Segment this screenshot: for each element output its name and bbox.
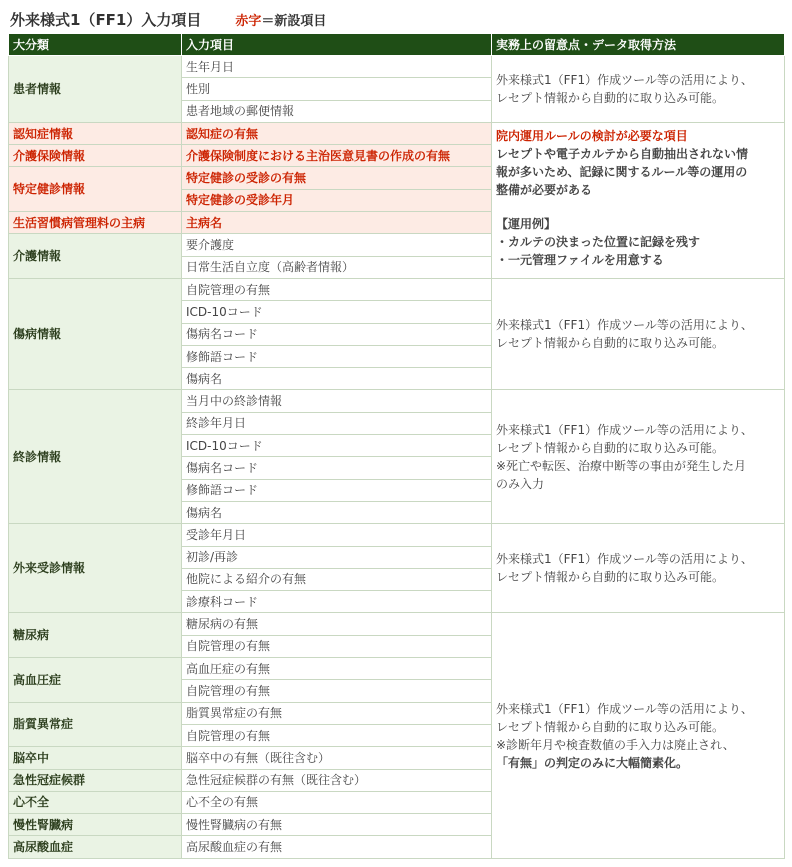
title-row bbox=[10, 6, 326, 32]
note-line: レセプト情報から自動的に取り込み可能。 bbox=[496, 719, 725, 734]
note-line: レセプト情報から自動的に取り込み可能。 bbox=[496, 90, 725, 105]
category-cell: 傷病情報 bbox=[9, 278, 182, 389]
category-cell: 外来受診情報 bbox=[9, 524, 182, 613]
note-line: レセプト情報から自動的に取り込み可能。 bbox=[496, 336, 725, 351]
item-cell: 診療科コード bbox=[182, 591, 492, 613]
note-line: レセプトや電子カルテから自動抽出されない情 bbox=[496, 146, 749, 161]
category-cell: 糖尿病 bbox=[9, 613, 182, 658]
table-row bbox=[9, 613, 785, 635]
legend-red-label: 赤字 bbox=[235, 13, 262, 29]
note-example-title: 【運用例】 bbox=[496, 216, 557, 231]
item-cell: 患者地域の郵便情報 bbox=[182, 100, 492, 122]
note-visit bbox=[492, 524, 785, 613]
table-row bbox=[9, 390, 785, 412]
category-cell: 終診情報 bbox=[9, 390, 182, 524]
table-row bbox=[9, 278, 785, 300]
note-line: レセプト情報から自動的に取り込み可能。 bbox=[496, 440, 725, 455]
note-disease bbox=[492, 278, 785, 389]
item-cell: 終診年月日 bbox=[182, 412, 492, 434]
note-emphasis: 「有無」 bbox=[496, 755, 545, 770]
item-cell: 当月中の終診情報 bbox=[182, 390, 492, 412]
category-cell: 介護保険情報 bbox=[9, 145, 182, 167]
item-cell: 傷病名コード bbox=[182, 323, 492, 345]
note-line: 外来様式1（FF1）作成ツール等の活用により、 bbox=[496, 318, 753, 333]
item-cell: 自院管理の有無 bbox=[182, 278, 492, 300]
page-title: 外来様式1（FF1）入力項目 bbox=[10, 10, 202, 29]
note-line: レセプト情報から自動的に取り込み可能。 bbox=[496, 570, 725, 585]
note-line: 外来様式1（FF1）作成ツール等の活用により、 bbox=[496, 422, 753, 437]
item-cell: 糖尿病の有無 bbox=[182, 613, 492, 635]
header-notes: 実務上の留意点・データ取得方法 bbox=[492, 34, 785, 56]
note-line: 整備が必要がある bbox=[496, 182, 593, 197]
note-patient bbox=[492, 56, 785, 123]
legend-rest: ＝新設項目 bbox=[261, 13, 327, 29]
note-line: ※診断年月や検査数値の手入力は廃止され、 bbox=[496, 737, 735, 752]
item-cell: 自院管理の有無 bbox=[182, 635, 492, 657]
item-cell: 他院による紹介の有無 bbox=[182, 568, 492, 590]
table-row bbox=[9, 56, 785, 78]
item-cell: 自院管理の有無 bbox=[182, 680, 492, 702]
item-cell: 傷病名 bbox=[182, 501, 492, 523]
category-cell: 脂質異常症 bbox=[9, 702, 182, 747]
category-cell: 高血圧症 bbox=[9, 658, 182, 703]
item-cell: 特定健診の受診年月 bbox=[182, 189, 492, 211]
item-cell: 認知症の有無 bbox=[182, 122, 492, 144]
ff1-items-table bbox=[8, 33, 785, 859]
item-cell: 生年月日 bbox=[182, 56, 492, 78]
note-emphasis-tail: の判定のみに大幅簡素化。 bbox=[544, 755, 689, 770]
table-header-row bbox=[9, 34, 785, 56]
category-cell: 介護情報 bbox=[9, 234, 182, 279]
table-row bbox=[9, 524, 785, 546]
item-cell: 脂質異常症の有無 bbox=[182, 702, 492, 724]
item-cell: 初診/再診 bbox=[182, 546, 492, 568]
note-line: 外来様式1（FF1）作成ツール等の活用により、 bbox=[496, 552, 753, 567]
category-cell: 患者情報 bbox=[9, 56, 182, 123]
note-example: ・カルテの決まった位置に記録を残す bbox=[496, 234, 701, 249]
item-cell: 日常生活自立度（高齢者情報） bbox=[182, 256, 492, 278]
note-line: 外来様式1（FF1）作成ツール等の活用により、 bbox=[496, 701, 753, 716]
note-chronic bbox=[492, 613, 785, 858]
item-cell: ICD-10コード bbox=[182, 301, 492, 323]
category-cell: 心不全 bbox=[9, 791, 182, 813]
note-line: 外来様式1（FF1）作成ツール等の活用により、 bbox=[496, 72, 753, 87]
item-cell: 慢性腎臓病の有無 bbox=[182, 814, 492, 836]
category-cell: 特定健診情報 bbox=[9, 167, 182, 212]
item-cell: 主病名 bbox=[182, 212, 492, 234]
note-line: 報が多いため、記録に関するルール等の運用の bbox=[496, 164, 748, 179]
note-new-items bbox=[492, 122, 785, 278]
category-cell: 高尿酸血症 bbox=[9, 836, 182, 858]
item-cell: 脳卒中の有無（既往含む） bbox=[182, 747, 492, 769]
note-line: のみ入力 bbox=[496, 476, 545, 491]
note-new-heading: 院内運用ルールの検討が必要な項目 bbox=[496, 128, 688, 143]
item-cell: 特定健診の受診の有無 bbox=[182, 167, 492, 189]
item-cell: 要介護度 bbox=[182, 234, 492, 256]
item-cell: ICD-10コード bbox=[182, 435, 492, 457]
category-cell: 慢性腎臓病 bbox=[9, 814, 182, 836]
new-item-legend bbox=[235, 10, 326, 29]
item-cell: 修飾語コード bbox=[182, 345, 492, 367]
item-cell: 高血圧症の有無 bbox=[182, 658, 492, 680]
table-row bbox=[9, 122, 785, 144]
header-item: 入力項目 bbox=[182, 34, 492, 56]
header-category: 大分類 bbox=[9, 34, 182, 56]
item-cell: 性別 bbox=[182, 78, 492, 100]
item-cell: 修飾語コード bbox=[182, 479, 492, 501]
item-cell: 自院管理の有無 bbox=[182, 724, 492, 746]
category-cell: 脳卒中 bbox=[9, 747, 182, 769]
note-example: ・一元管理ファイルを用意する bbox=[496, 252, 664, 267]
item-cell: 高尿酸血症の有無 bbox=[182, 836, 492, 858]
note-line: ※死亡や転医、治療中断等の事由が発生した月 bbox=[496, 458, 747, 473]
item-cell: 急性冠症候群の有無（既往含む） bbox=[182, 769, 492, 791]
item-cell: 傷病名コード bbox=[182, 457, 492, 479]
note-line bbox=[496, 754, 780, 772]
category-cell: 急性冠症候群 bbox=[9, 769, 182, 791]
note-end bbox=[492, 390, 785, 524]
item-cell: 受診年月日 bbox=[182, 524, 492, 546]
item-cell: 傷病名 bbox=[182, 368, 492, 390]
item-cell: 心不全の有無 bbox=[182, 791, 492, 813]
category-cell: 生活習慣病管理料の主病 bbox=[9, 212, 182, 234]
category-cell: 認知症情報 bbox=[9, 122, 182, 144]
item-cell: 介護保険制度における主治医意見書の作成の有無 bbox=[182, 145, 492, 167]
